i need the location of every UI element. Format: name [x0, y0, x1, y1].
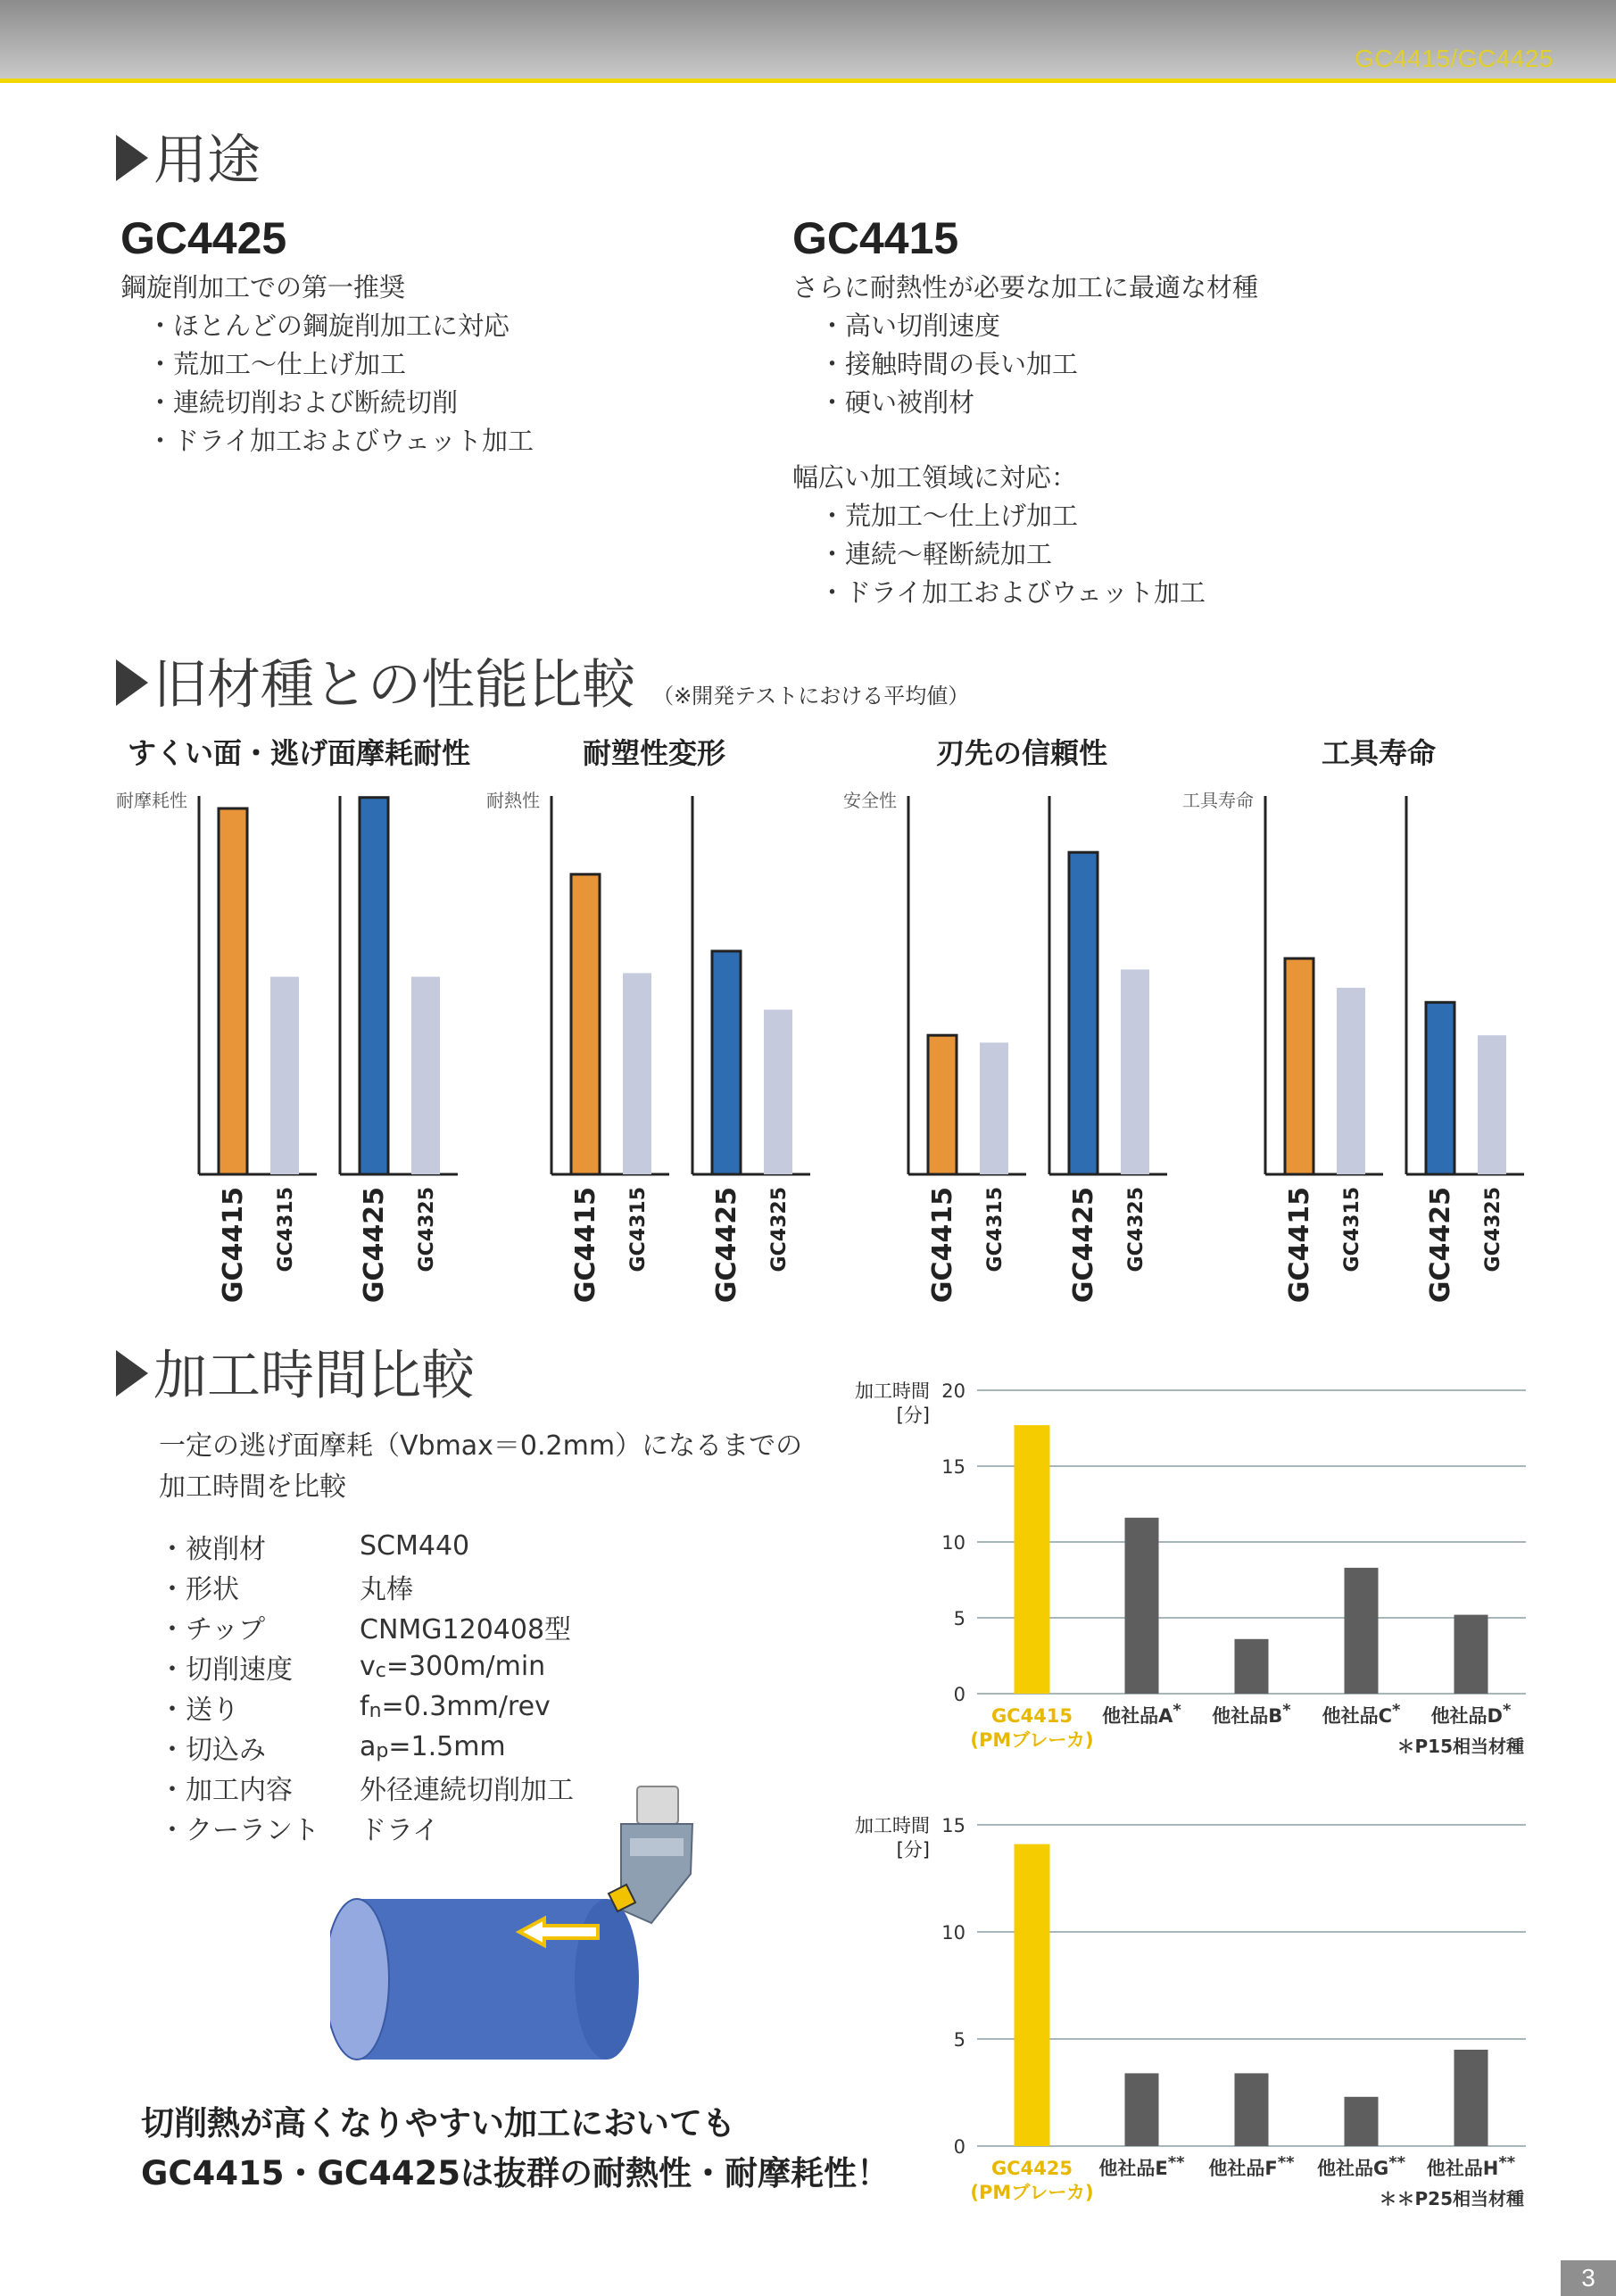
slogan-line: 切削熱が高くなりやすい加工においても — [141, 2104, 735, 2143]
y-axis-label: 加工時間 — [855, 1380, 930, 1402]
chart-footnote: ＊P15相当材種 — [1396, 1736, 1524, 1757]
comparison-charts — [0, 732, 1616, 1321]
y-tick-label: 5 — [953, 1608, 965, 1629]
condition-value: SCM440 — [360, 1530, 470, 1562]
table-row — [159, 1727, 574, 1767]
y-axis-label: [分] — [896, 1405, 930, 1426]
section-arrow-icon — [116, 135, 148, 181]
footnote-mark: * — [1392, 1701, 1401, 1720]
gc4415-range-list — [819, 497, 1506, 612]
condition-key: ・ クーラント — [159, 1807, 360, 1847]
condition-value: 外径連続切削加工 — [360, 1774, 574, 1806]
value-part: f — [360, 1691, 369, 1722]
table-row — [159, 1687, 574, 1727]
tick-label: GC4415 — [570, 1187, 601, 1304]
condition-key: ・ 形状 — [159, 1566, 360, 1606]
condition-value — [360, 1646, 574, 1687]
bar — [1125, 1518, 1159, 1694]
bar-gc4425 — [1069, 852, 1098, 1174]
y-tick-label: 10 — [941, 1922, 965, 1944]
list-item: ・ 荒加工～仕上げ加工 — [819, 497, 1506, 535]
x-tick-label: (PMブレーカ) — [970, 1729, 1094, 1751]
section-arrow-icon — [116, 1350, 148, 1397]
chart-title: 工具寿命 — [1321, 736, 1437, 770]
gc4415-feature-list — [819, 307, 1506, 422]
value-subscript: c — [375, 1660, 386, 1682]
condition-key: ・ 被削材 — [159, 1526, 360, 1566]
usage-section-title — [116, 129, 261, 192]
bar-gc4425 — [1426, 1002, 1454, 1174]
condition-value: ドライ — [360, 1814, 440, 1846]
tick-label: GC4425 — [711, 1187, 742, 1304]
section-arrow-icon — [116, 659, 148, 706]
machining-time-chart-p15 — [839, 1365, 1553, 1785]
slogan-line: GC4415・GC4425は抜群の耐熱性・耐摩耗性！ — [141, 2154, 891, 2192]
y-tick-label: 0 — [953, 2136, 965, 2158]
usage-title-text: 用途 — [153, 129, 261, 192]
condition-key: ・ 加工内容 — [159, 1767, 360, 1807]
chart-ylabel: 工具寿命 — [1182, 790, 1254, 811]
footnote-mark: ** — [1498, 2153, 1516, 2172]
x-tick-label: 他社品H** — [1426, 2153, 1516, 2179]
chart-ylabel: 耐熱性 — [486, 790, 540, 811]
bar — [1454, 2050, 1488, 2146]
x-tick-label: (PMブレーカ) — [970, 2182, 1094, 2203]
footnote-mark: ** — [1167, 2153, 1185, 2172]
tick-label: GC4425 — [1068, 1187, 1099, 1304]
machining-time-chart-p25 — [839, 1801, 1553, 2225]
comparison-section-title — [116, 654, 970, 717]
condition-value — [360, 1727, 574, 1767]
value-part: v — [360, 1651, 376, 1682]
y-tick-label: 5 — [953, 2029, 965, 2051]
chart-title: すくい面・逃げ面摩耗耐性 — [127, 736, 471, 770]
tick-label: GC4315 — [275, 1187, 297, 1272]
gc4425-usage — [120, 212, 745, 460]
bar — [1454, 1615, 1488, 1694]
y-axis-label: 加工時間 — [855, 1815, 930, 1836]
header-product-code: GC4415/GC4425 — [1355, 45, 1554, 72]
x-tick-label: GC4415 — [990, 1705, 1073, 1727]
tick-label: GC4325 — [416, 1187, 438, 1272]
list-item: ・ ほとんどの鋼旋削加工に対応 — [147, 307, 745, 345]
list-item: ・ 硬い被削材 — [819, 384, 1506, 422]
conclusion-slogan — [141, 2099, 890, 2199]
tick-label: GC4325 — [1125, 1187, 1148, 1272]
gc4415-usage — [792, 212, 1506, 612]
bar-gc4315 — [623, 974, 651, 1175]
machining-title-text: 加工時間比較 — [153, 1345, 475, 1407]
x-tick-label: 他社品E** — [1098, 2153, 1185, 2179]
condition-value — [360, 1687, 574, 1727]
value-subscript: p — [376, 1740, 389, 1762]
workpiece-cylinder-icon — [330, 1899, 639, 2060]
bar-gc4415 — [219, 808, 247, 1174]
bar-gc4325 — [411, 977, 440, 1174]
value-part: =300m/min — [385, 1651, 546, 1682]
bar-gc4425 — [712, 951, 741, 1174]
x-tick-label: 他社品D* — [1430, 1701, 1512, 1727]
gc4425-lead: 鋼旋削加工での第一推奨 — [120, 272, 406, 303]
condition-key: ・ 送り — [159, 1687, 360, 1727]
machining-description — [159, 1426, 802, 1508]
bar-gc4325 — [1478, 1035, 1506, 1174]
list-item: ・ ドライ加工およびウェット加工 — [819, 574, 1506, 612]
tick-label: GC4325 — [1482, 1187, 1504, 1272]
bar-gc4315 — [980, 1042, 1008, 1174]
table-row — [159, 1526, 574, 1566]
list-item: ・ 接触時間の長い加工 — [819, 345, 1506, 384]
comparison-note: （※開発テストにおける平均値） — [652, 684, 970, 709]
header-accent-line — [0, 79, 1616, 83]
y-tick-label: 15 — [941, 1815, 965, 1836]
chart-ylabel: 安全性 — [843, 790, 897, 811]
footnote-mark: ** — [1277, 2153, 1295, 2172]
bar — [1125, 2073, 1159, 2146]
tick-label: GC4315 — [984, 1187, 1007, 1272]
y-tick-label: 20 — [941, 1380, 965, 1402]
comparison-title-text: 旧材種との性能比較 — [153, 654, 635, 717]
table-row — [159, 1606, 574, 1646]
tick-label: GC4425 — [1425, 1187, 1456, 1304]
bar — [1015, 1844, 1050, 2146]
list-item: ・ 連続～軽断続加工 — [819, 535, 1506, 574]
tick-label: GC4415 — [927, 1187, 958, 1304]
footnote-mark: ** — [1388, 2153, 1406, 2172]
x-tick-label: GC4425 — [990, 2158, 1073, 2179]
y-tick-label: 10 — [941, 1532, 965, 1554]
footnote-mark: * — [1173, 1701, 1181, 1720]
gc4415-lead2: 幅広い加工領域に対応： — [792, 462, 1078, 493]
bar-gc4315 — [270, 977, 299, 1174]
list-item: ・ 高い切削速度 — [819, 307, 1506, 345]
chart-title: 刃先の信頼性 — [935, 736, 1108, 770]
y-axis-label: [分] — [896, 1839, 930, 1861]
bar-gc4415 — [571, 874, 600, 1174]
x-tick-label: 他社品G** — [1316, 2153, 1406, 2179]
footnote-mark: * — [1503, 1701, 1512, 1720]
gc4415-lead: さらに耐熱性が必要な加工に最適な材種 — [792, 272, 1259, 303]
page-number: 3 — [1561, 2260, 1616, 2296]
tick-label: GC4415 — [218, 1187, 249, 1304]
bar — [1235, 1639, 1269, 1694]
gc4425-feature-list — [147, 307, 745, 460]
bar — [1235, 2073, 1269, 2146]
bar-gc4415 — [928, 1035, 957, 1174]
chart-ylabel: 耐摩耗性 — [116, 790, 187, 811]
list-item: ・ 連続切削および断続切削 — [147, 384, 745, 422]
machining-section-title — [116, 1345, 475, 1407]
y-tick-label: 15 — [941, 1456, 965, 1478]
cutting-tool-icon — [609, 1786, 692, 1923]
bar-gc4425 — [360, 798, 388, 1174]
footnote-mark: * — [1282, 1701, 1291, 1720]
table-row — [159, 1646, 574, 1687]
gc4415-name: GC4415 — [792, 213, 959, 263]
condition-key: ・ 切削速度 — [159, 1646, 360, 1687]
table-row — [159, 1566, 574, 1606]
condition-value: 丸棒 — [360, 1573, 413, 1605]
value-subscript: n — [369, 1700, 382, 1722]
tick-label: GC4315 — [627, 1187, 650, 1272]
bar-gc4325 — [1121, 969, 1149, 1174]
x-tick-label: 他社品B* — [1212, 1701, 1291, 1727]
description-line: 加工時間を比較 — [159, 1471, 346, 1503]
bar — [1015, 1425, 1050, 1694]
x-tick-label: 他社品C* — [1322, 1701, 1401, 1727]
tick-label: GC4325 — [768, 1187, 791, 1272]
description-line: 一定の逃げ面摩耗（Vbmax＝0.2mm）になるまでの — [159, 1430, 803, 1462]
value-part: =1.5mm — [388, 1731, 506, 1762]
x-tick-label: 他社品F** — [1208, 2153, 1295, 2179]
chart-footnote: ＊＊P25相当材種 — [1379, 2188, 1524, 2209]
tick-label: GC4315 — [1341, 1187, 1363, 1272]
tick-label: GC4415 — [1284, 1187, 1315, 1304]
gc4425-name: GC4425 — [120, 213, 287, 263]
bar-gc4415 — [1285, 958, 1314, 1174]
bar — [1345, 1568, 1379, 1694]
condition-value: CNMG120408型 — [360, 1613, 572, 1645]
bar-gc4325 — [764, 1010, 792, 1175]
list-item: ・ ドライ加工およびウェット加工 — [147, 422, 745, 460]
tick-label: GC4425 — [359, 1187, 390, 1304]
value-part: a — [360, 1731, 377, 1762]
bar-gc4315 — [1337, 988, 1365, 1174]
condition-key: ・ 切込み — [159, 1727, 360, 1767]
y-tick-label: 0 — [953, 1684, 965, 1705]
turning-illustration — [330, 1776, 705, 2097]
condition-key: ・ チップ — [159, 1606, 360, 1646]
x-tick-label: 他社品A* — [1102, 1701, 1181, 1727]
bar — [1345, 2097, 1379, 2146]
list-item: ・ 荒加工～仕上げ加工 — [147, 345, 745, 384]
chart-title: 耐塑性変形 — [582, 736, 726, 770]
value-part: =0.3mm/rev — [381, 1691, 551, 1722]
